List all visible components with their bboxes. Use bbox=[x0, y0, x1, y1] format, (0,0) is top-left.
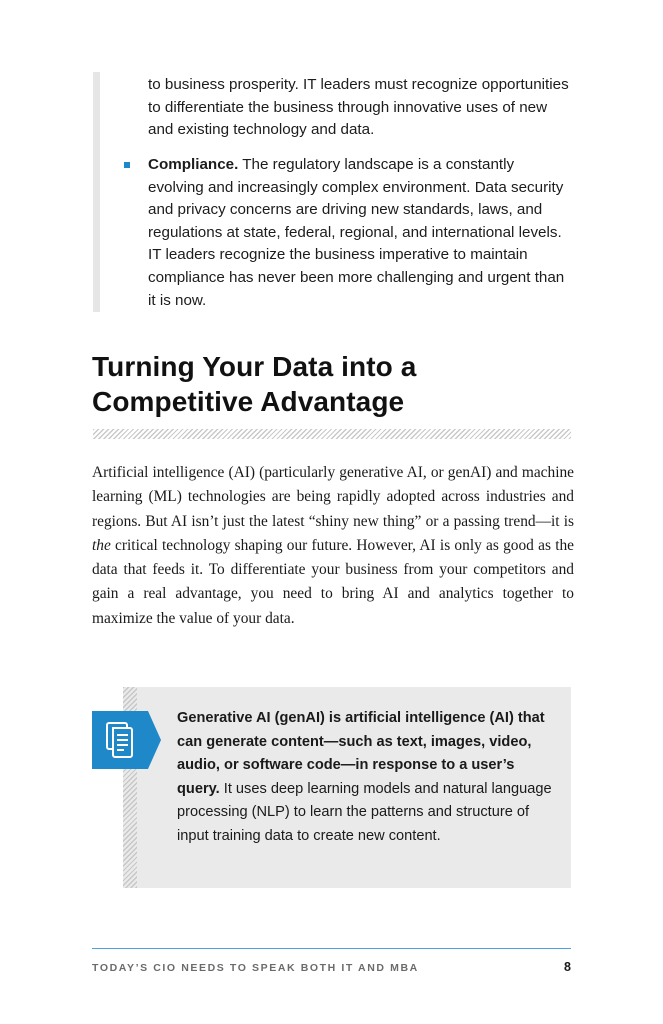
callout-text bbox=[177, 707, 557, 848]
sidebar-continued-paragraph: to business prosperity. IT leaders must recognize opportunities to differentiate the business through innovative uses of new and existing technology and data. bbox=[148, 76, 569, 139]
callout-bold-text: Generative AI (genAI) is artificial intelligence (AI) that can generate content—such as text, images, video, audio, or software code—in response to a user’s query. bbox=[177, 710, 545, 797]
section-title-line-2: Competitive Advantage bbox=[92, 386, 405, 417]
bullet-term: Compliance. bbox=[148, 156, 239, 173]
sidebar-continued-text bbox=[148, 74, 573, 142]
definition-callout bbox=[123, 687, 571, 888]
square-bullet-icon bbox=[124, 162, 130, 168]
footer-title: TODAY’S CIO NEEDS TO SPEAK BOTH IT AND MBA bbox=[92, 962, 419, 974]
body-paragraph bbox=[92, 461, 574, 631]
section-title bbox=[92, 349, 572, 419]
callout-paragraph bbox=[177, 707, 557, 848]
footer-rule bbox=[92, 948, 571, 949]
page-number: 8 bbox=[564, 960, 571, 974]
sidebar-accent-bar bbox=[93, 72, 100, 312]
body-text-part-2: critical technology shaping our future. However, AI is only as good as the data that feeds it. To differentiate your business from your competitors and gain a real advantage, you need to bring AI and analytics together to maximize the value of your data. bbox=[92, 536, 574, 627]
body-emphasis: the bbox=[92, 536, 111, 554]
list-item bbox=[124, 154, 573, 312]
callout-regular-text: It uses deep learning models and natural language processing (NLP) to learn the patterns and structure of input training data to create new content. bbox=[177, 780, 552, 844]
hatched-divider bbox=[93, 429, 571, 439]
callout-tab-badge bbox=[92, 711, 161, 769]
bullet-text: The regulatory landscape is a constantly evolving and increasingly complex environment. Data security and privacy concerns are driving new standards, laws, and regulations at state, federal, regional, and international levels. IT leaders recognize the business imperative to maintain compliance has never been more challenging and urgent than it is now. bbox=[148, 156, 565, 309]
section-title-line-1: Turning Your Data into a bbox=[92, 351, 417, 382]
sidebar-block bbox=[93, 72, 573, 312]
sidebar-bullet-list bbox=[124, 154, 573, 312]
document-icon bbox=[92, 711, 161, 769]
body-text-part-1: Artificial intelligence (AI) (particularly generative AI, or genAI) and machine learning (ML) technologies are being rapidly adopted across industries and regions. But AI isn’t just the latest “shiny new thing” or a passing trend—it is bbox=[92, 464, 574, 530]
